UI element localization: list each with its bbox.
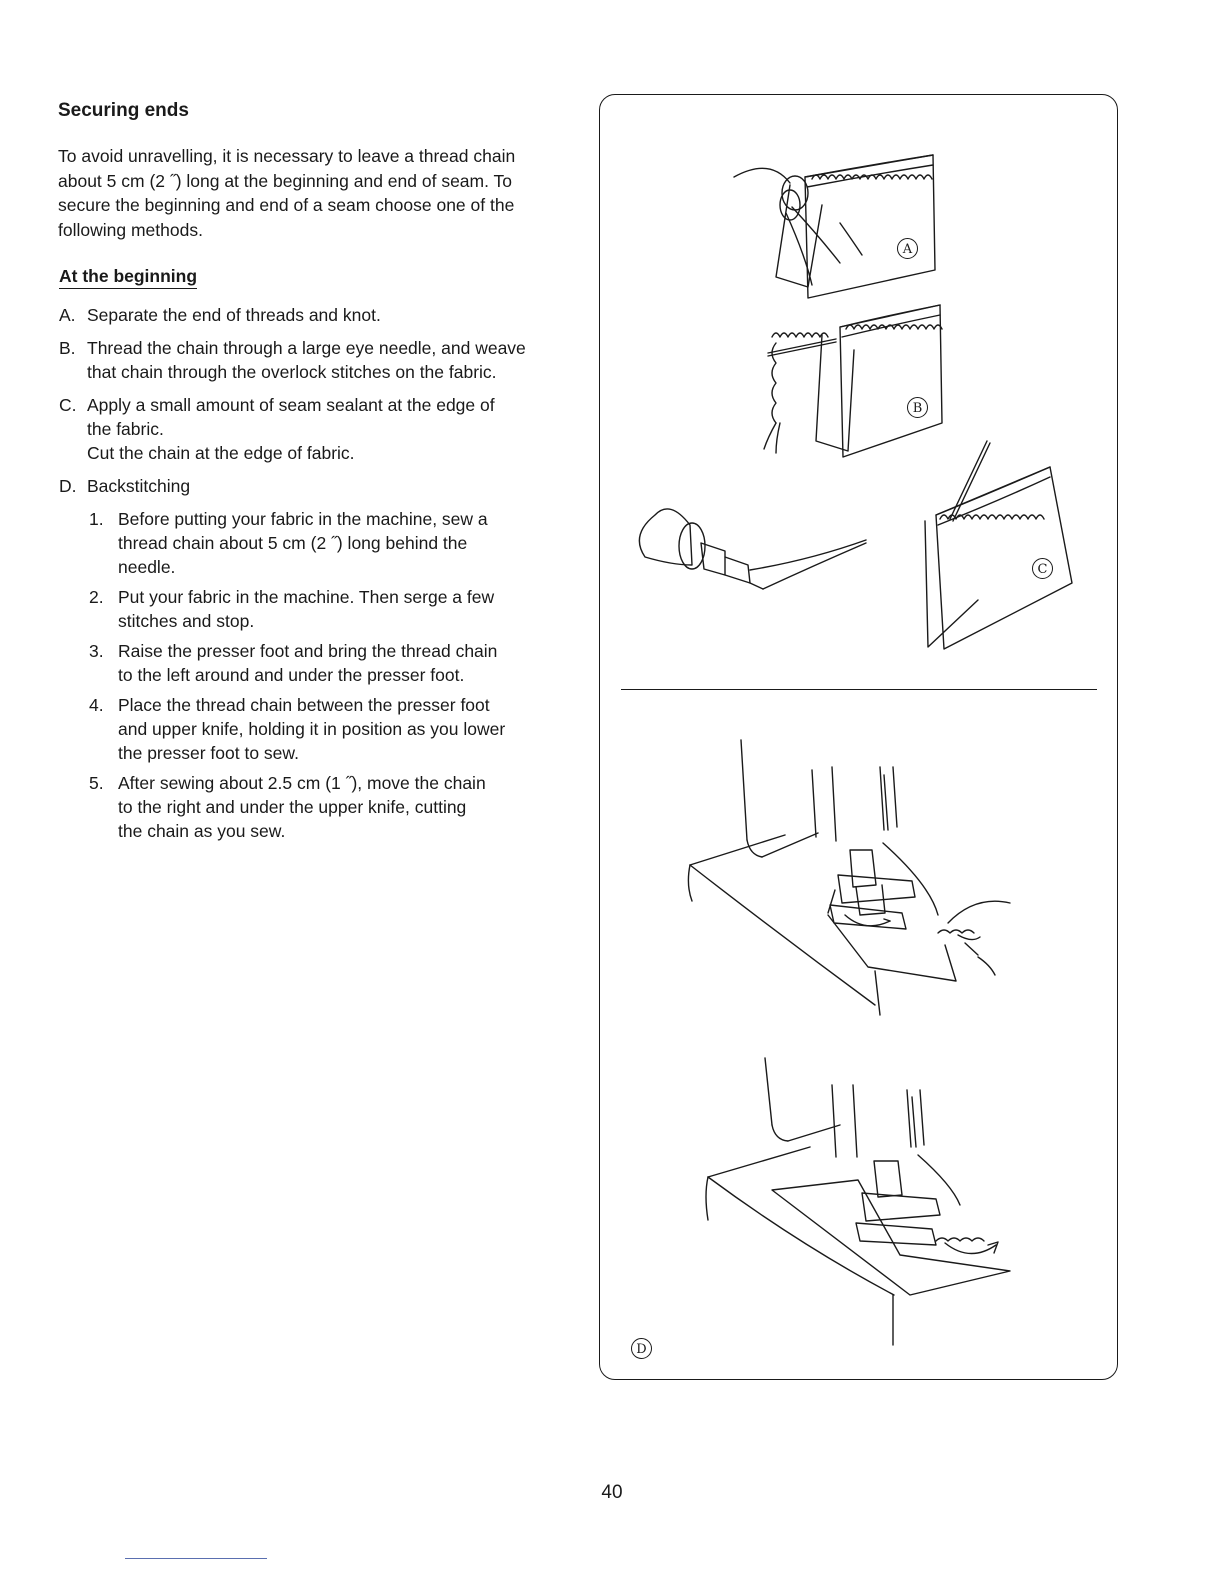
figure-d-presser-foot-lower xyxy=(706,1058,1010,1345)
figure-label-a: A xyxy=(897,238,918,259)
substep-line: the presser foot to sew. xyxy=(118,743,299,763)
substep-line: Place the thread chain between the presser foot xyxy=(118,695,490,715)
substep-line: Before putting your fabric in the machine, sew a xyxy=(118,509,488,529)
substep-2 xyxy=(56,585,576,633)
substep-line: thread chain about 5 cm (2 ˝) long behind the xyxy=(118,533,468,553)
substep-line: Put your fabric in the machine. Then serge a few xyxy=(118,587,495,607)
step-c xyxy=(56,393,576,465)
figure-b-needle-illustration xyxy=(764,305,942,457)
illustrations xyxy=(600,95,1119,1381)
page-number: 40 xyxy=(601,1482,623,1503)
figure-label-d: D xyxy=(631,1338,652,1359)
substep-line: stitches and stop. xyxy=(118,611,255,631)
figure-label-b: B xyxy=(907,397,928,418)
intro-line: about 5 cm (2 ˝) long at the beginning and end of seam. To xyxy=(58,170,513,191)
substep-number: 3. xyxy=(89,641,104,661)
substep-1 xyxy=(56,507,576,579)
section-title: Securing ends xyxy=(58,100,189,121)
illustration-panel xyxy=(599,94,1118,1380)
step-b xyxy=(56,336,576,384)
step-line: Thread the chain through a large eye needle, and weave xyxy=(87,338,526,358)
step-line: Apply a small amount of seam sealant at the edge of xyxy=(87,395,495,415)
instructions-column xyxy=(56,100,576,849)
figure-divider xyxy=(621,689,1097,690)
step-a xyxy=(56,303,576,327)
figure-d-presser-foot-upper xyxy=(688,740,1010,1015)
substep-number: 1. xyxy=(89,509,104,529)
step-line: Backstitching xyxy=(87,476,191,496)
substep-line: Raise the presser foot and bring the thread chain xyxy=(118,641,498,661)
step-letter: D. xyxy=(59,476,77,496)
substep-number: 4. xyxy=(89,695,104,715)
step-line: that chain through the overlock stitches on the fabric. xyxy=(87,362,497,382)
substep-line: the chain as you sew. xyxy=(118,821,286,841)
step-line: Cut the chain at the edge of fabric. xyxy=(87,443,355,463)
step-letter: C. xyxy=(59,395,77,415)
figure-c-sealant-illustration xyxy=(639,441,1072,649)
intro-line: following methods. xyxy=(58,219,203,240)
substep-4 xyxy=(56,693,576,765)
substep-line: After sewing about 2.5 cm (1 ˝), move the chain xyxy=(118,773,486,793)
substep-line: and upper knife, holding it in position as you lower xyxy=(118,719,506,739)
substep-line: needle. xyxy=(118,557,176,577)
subsection-title: At the beginning xyxy=(59,266,197,289)
intro-paragraph xyxy=(58,144,576,242)
substep-number: 5. xyxy=(89,773,104,793)
intro-line: secure the beginning and end of a seam choose one of the xyxy=(58,195,515,215)
step-letter: B. xyxy=(59,338,76,358)
substep-number: 2. xyxy=(89,587,104,607)
step-line: the fabric. xyxy=(87,419,164,439)
substep-line: to the right and under the upper knife, cutting xyxy=(118,797,467,817)
substep-line: to the left around and under the presser foot. xyxy=(118,665,465,685)
intro-line: To avoid unravelling, it is necessary to leave a thread chain xyxy=(58,146,516,166)
bottom-rule xyxy=(125,1558,267,1559)
backstitching-substeps xyxy=(56,507,576,843)
step-d xyxy=(56,474,576,498)
figure-a-knot-illustration xyxy=(734,155,935,298)
step-letter: A. xyxy=(59,305,76,325)
substep-5 xyxy=(56,771,576,843)
figure-label-c: C xyxy=(1032,558,1053,579)
substep-3 xyxy=(56,639,576,687)
step-line: Separate the end of threads and knot. xyxy=(87,305,381,325)
